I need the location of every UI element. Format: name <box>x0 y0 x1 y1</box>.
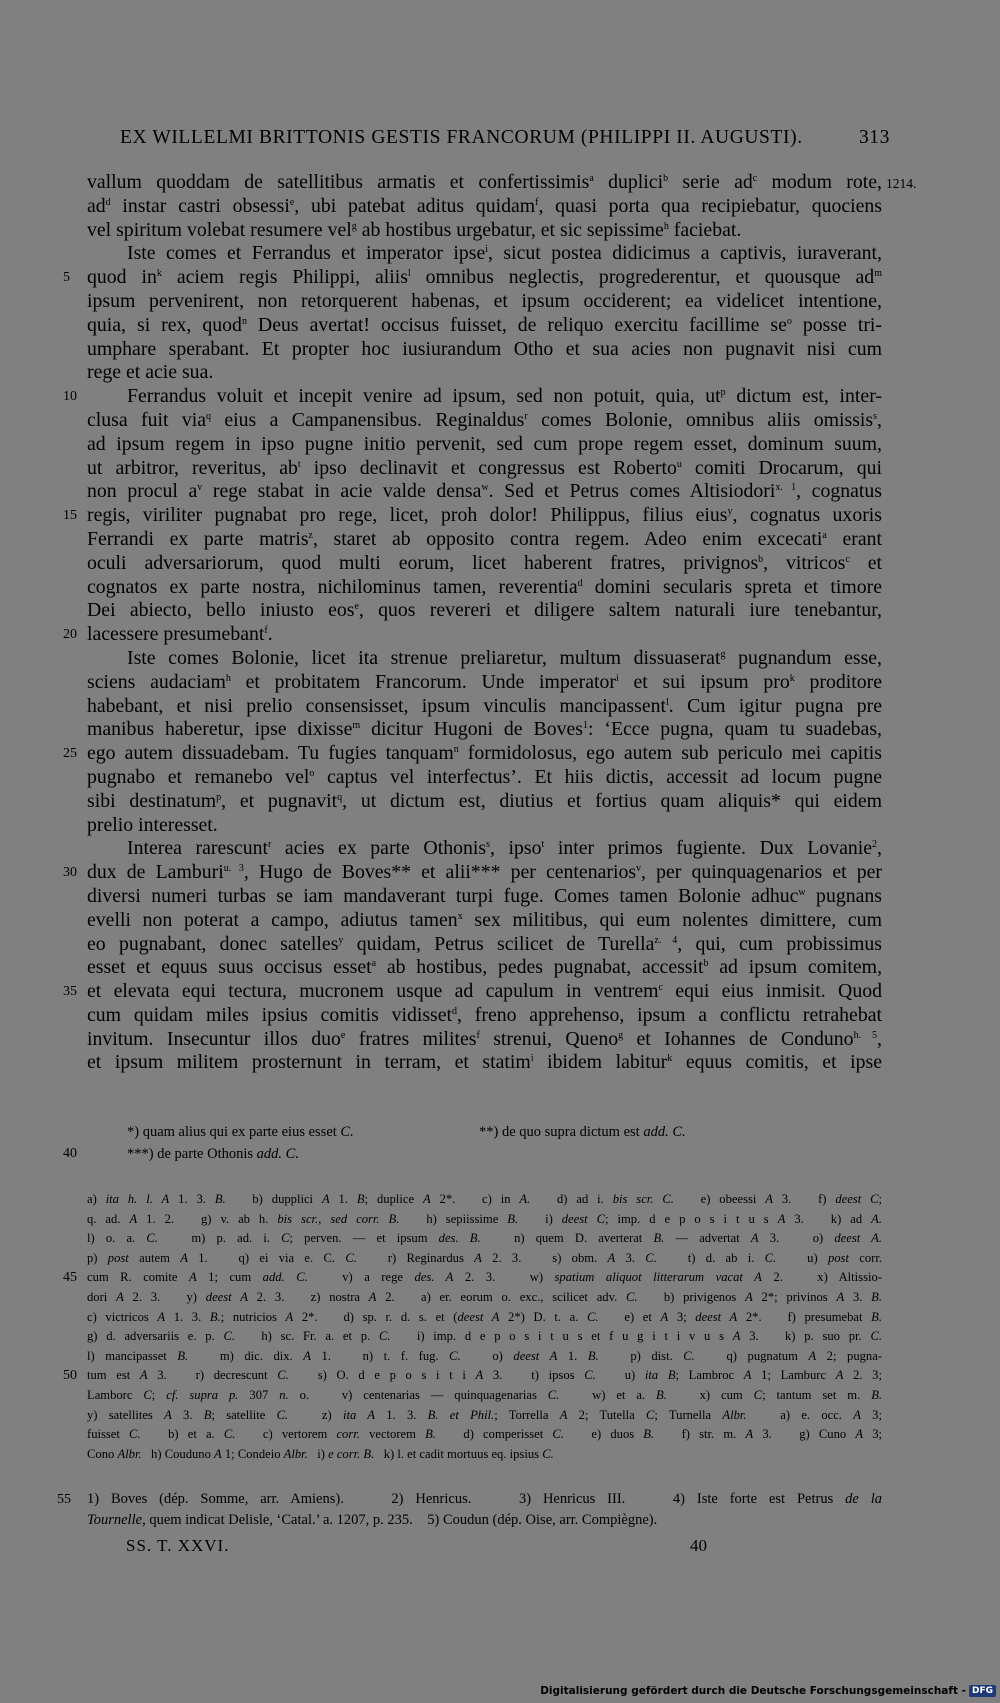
text-line <box>63 861 882 885</box>
credit-text: Digitalisierung gefördert durch die Deutsche Forschungsgemeinschaft - <box>540 1685 966 1697</box>
historical-note-line <box>57 1489 883 1510</box>
line-text: Iste comes Bolonie, licet ita strenue preliaretur, multum dissuaserat$^g$ pugnandum esse, <box>127 646 882 669</box>
note-text: q. ad. A 1. 2. g) v. ab h. bis scr., sed corr. B. h) sepiissime B. i) deest C; imp. d e p o s i t u s A 3. k) ad A. <box>87 1211 882 1226</box>
line-text: lacessere presumebant$^f$. <box>87 623 273 646</box>
line-number: 5 <box>63 270 70 286</box>
historical-note-line <box>87 1510 882 1531</box>
note-text: dori A 2. 3. y) deest A 2. 3. z) nostra A 2. a) er. eorum o. exc., scilicet adv. C. b) privigenos A 2*; privinos A 3. B. <box>87 1289 883 1304</box>
line-number: 10 <box>63 389 77 405</box>
line-text: vel spiritum volebat resumere vel$^g$ ab hostibus urgebatur, et sic sepissime$^h$ faciebat. <box>87 218 742 241</box>
note-text: g) d. adversariis e. p. C. h) sc. Fr. a. et p. C. i) imp. d e p o s i t u s et f u g i t i v u s A 3. k) p. suo pr. C. <box>87 1329 882 1344</box>
line-text: clusa fuit via$^q$ eius a Campanensibus. Reginaldus$^r$ comes Bolonie, omnibus aliis omissis$^s$, <box>87 408 882 431</box>
line-text: prelio interesset. <box>87 813 218 836</box>
asterisk-note: *) quam alius qui ex parte eius esset C. <box>127 1124 354 1140</box>
line-text: ipsum pervenirent, non retorquerent habenas, et ipsum occiderent; ea videlicet intentione, <box>87 289 882 312</box>
variant-note-line <box>87 1327 882 1347</box>
line-text: ad ipsum regem in ipso pugne initio pervenit, sed cum prope regem esset, dominum suum, <box>87 432 882 455</box>
variant-note-line <box>87 1288 882 1308</box>
text-line <box>63 504 882 528</box>
note-text: tum est A 3. r) decrescunt C. s) O. d e p o s i t i A 3. t) ipsos C. u) ita B; Lambroc A 1; Lamburc A 2. 3; <box>87 1368 882 1383</box>
text-line <box>87 409 882 433</box>
line-text: Dei abiecto, bello iniusto eos$^e$, quos revereri et diligere saltem naturali iure tenebantur, <box>87 599 882 622</box>
variant-note-line <box>87 1210 882 1230</box>
variant-note-line <box>87 1190 882 1210</box>
text-line <box>87 885 882 909</box>
text-line <box>87 933 882 957</box>
line-number: 55 <box>57 1492 71 1507</box>
text-line <box>87 599 882 623</box>
variant-note-line <box>87 1249 882 1269</box>
variant-note-line <box>63 1268 882 1288</box>
main-text <box>63 171 883 1075</box>
text-line <box>87 814 882 838</box>
line-text: manibus haberetur, ipse dixisse$^m$ dicitur Hugoni de Boves$^1$: ‘Ecce pugna, quam tu suadebas, <box>87 718 882 741</box>
line-text: regis, viriliter pugnabat pro rege, licet, proh dolor! Philippus, filius eius$^y$, cognatus uxoris <box>87 504 882 527</box>
line-text: Interea rarescunt$^r$ acies ex parte Othonis$^s$, ipso$^t$ inter primos fugiente. Dux Lovanie$^2$, <box>127 837 882 860</box>
variant-note-line <box>87 1386 882 1406</box>
margin-year: 1214. <box>886 176 917 191</box>
line-text: $ad^d$ instar castri obsessi$^e$, ubi patebat aditus quidam$^f$, quasi porta qua recipiebatur, quociens <box>87 194 883 217</box>
historical-notes <box>57 1489 883 1531</box>
variant-note-line <box>87 1308 882 1328</box>
text-line <box>87 219 882 243</box>
note-text: p) post autem A 1. q) ei via e. C. C. r) Reginardus A 2. 3. s) obm. A 3. C. t) d. ab i. C. u) post corr. <box>87 1250 882 1265</box>
variant-note-line <box>87 1425 882 1445</box>
text-line <box>63 385 882 409</box>
line-text: invitum. Insecuntur illos duo$^e$ fratres milites$^f$ strenui, Queno$^g$ et Iohannes de Conduno$^{h. 5}$, <box>87 1027 882 1050</box>
line-text: et elevata equi tectura, mucronem usque ad capulum in ventrem$^c$ equi eius inmisit. Quod <box>87 980 882 1003</box>
line-number: 50 <box>63 1368 77 1384</box>
text-line <box>87 647 882 671</box>
line-text: sciens audaciam$^h$ et probitatem Francorum. Unde imperator$^i$ et sui ipsum pro$^k$ proditore <box>87 670 882 693</box>
line-text: sibi destinatum$^p$, et pugnavit$^q$, ut dictum est, diutius et fortius quam aliquis* qui eidem <box>87 789 882 812</box>
line-text: et ipsum militem prosternunt in terram, et statim$^i$ ibidem labitur$^k$ equus comitis, et ipse <box>87 1051 882 1074</box>
text-line <box>63 266 882 290</box>
text-line <box>87 361 882 385</box>
note-text: 1) Boves (dép. Somme, arr. Amiens). 2) Henricus. 3) Henricus III. 4) Iste forte est Petrus de la <box>87 1491 883 1507</box>
running-title: EX WILLELMI BRITTONIS GESTIS FRANCORUM (PHILIPPI II. AUGUSTI). <box>120 127 803 148</box>
line-text: Ferrandi ex parte matris$^z$, staret ab opposito contra regem. Adeo enim excecati$^a$ erant <box>87 527 882 550</box>
line-text: quod $in^k$ aciem regis Philippi, aliis$^l$ omnibus neglectis, progrederentur, et quousque $ad^m$ <box>87 266 882 289</box>
text-line <box>87 457 882 481</box>
asterisk-note: **) de quo supra dictum est add. C. <box>479 1124 686 1140</box>
variant-notes <box>63 1190 883 1464</box>
text-line <box>87 909 882 933</box>
line-text: non procul $a^v$ rege stabat in acie valde densa$^w$. Sed et Petrus comes Altisiodori$^{x. 1}$, cognatus <box>87 480 882 503</box>
text-line <box>87 242 882 266</box>
asterisk-note: ***) de parte Othonis add. C. <box>127 1146 299 1162</box>
text-line <box>87 171 882 195</box>
line-text: habebant, et nisi prelio consensisset, ipsum vinculis mancipassent$^l$. Cum igitur pugna pre <box>87 694 882 717</box>
asterisk-note-row <box>63 1143 882 1165</box>
variant-note-line <box>87 1406 882 1426</box>
line-number: 45 <box>63 1270 77 1286</box>
line-number: 15 <box>63 508 77 524</box>
line-text: quia, si rex, quod$^n$ Deus avertat! occisus fuisset, de reliquo exercitu facillime $se^o$ posse tri- <box>87 313 882 336</box>
note-text: l) o. a. C. m) p. ad. i. C; perven. — et ipsum des. B. n) quem D. averterat B. — advertat A 3. o) deest A. <box>87 1231 882 1246</box>
line-text: ego autem dissuadebam. Tu fugies tanquam$^n$ formidolosus, ego autem sub periculo mei capitis <box>87 742 882 765</box>
text-line <box>87 956 882 980</box>
text-line <box>63 742 882 766</box>
text-line <box>87 290 882 314</box>
note-text: cum R. comite A 1; cum add. C. v) a rege des. A 2. 3. w) spatium aliquot litterarum vacat A 2. x) Altissio- <box>87 1270 882 1285</box>
text-line <box>87 1051 882 1075</box>
text-line <box>87 671 882 695</box>
text-line <box>63 623 882 647</box>
line-number: 30 <box>63 865 77 881</box>
text-line <box>87 552 882 576</box>
text-line <box>87 790 882 814</box>
text-line <box>87 766 882 790</box>
dfg-logo: DFG <box>969 1685 996 1697</box>
asterisk-note-row <box>87 1121 882 1143</box>
text-line <box>87 837 882 861</box>
signature-mark: SS. T. XXVI. <box>126 1536 230 1555</box>
page-number: 313 <box>858 127 890 148</box>
line-text: rege et acie sua. <box>87 361 214 384</box>
text-line <box>87 338 882 362</box>
line-text: vallum quoddam de satellitibus armatis et confertissimis$^a$ duplici$^b$ serie $ad^c$ modum rote, <box>87 171 882 193</box>
text-line <box>87 1028 882 1052</box>
line-text: dux de Lamburi$^{u. 3}$, Hugo de Boves** et alii*** per centenarios$^v$, per quinquagenarios et per <box>87 861 882 884</box>
running-header <box>120 127 890 155</box>
text-line <box>87 433 882 457</box>
line-text: esset et equus suus occisus esset$^a$ ab hostibus, pedes pugnabat, accessit$^b$ ad ipsum comitem, <box>87 956 883 979</box>
text-line <box>87 195 882 219</box>
note-text: y) satellites A 3. B; satellite C. z) ita A 1. 3. B. et Phil.; Torrella A 2; Tutella C; Turnella Albr. a) e. occ. A 3; <box>87 1407 882 1422</box>
note-text: Cono Albr. h) Couduno A 1; Condeio Albr. i) e corr. B. k) l. et cadit mortuus eq. ipsius C. <box>87 1446 554 1461</box>
sheet-number: 40 <box>690 1536 707 1555</box>
line-text: cum quidam miles ipsius comitis vidisset$^d$, freno apprehenso, ipsum a conflictu retrahebat <box>87 1003 882 1026</box>
note-text: Lamborc C; cf. supra p. 307 n. o. v) centenarias — quinquagenarias C. w) et a. B. x) cum C; tantum set m. B. <box>87 1387 883 1402</box>
line-text: cognatos ex parte nostra, nichilominus tamen, reverentia$^d$ domini secularis spreta et timore <box>87 575 882 598</box>
line-text: evelli non poterat a campo, adiutus tamen$^x$ sex militibus, qui eum nolentes dimittere, cum <box>87 908 882 931</box>
note-text: c) victricos A 1. 3. B.; nutricios A 2*. d) sp. r. d. s. et (deest A 2*) D. t. a. C. e) et A 3; deest A 2*. f) presumebat B. <box>87 1309 882 1324</box>
line-text: Iste comes et Ferrandus et imperator ipse$^i$, sicut postea didicimus a captivis, iuraverant, <box>127 242 882 265</box>
line-text: eo pugnabant, donec satelles$^y$ quidam, Petrus scilicet de Turella$^{z. 4}$, qui, cum probissimus <box>87 932 882 955</box>
digitization-credit <box>540 1685 996 1697</box>
line-number: 20 <box>63 627 77 643</box>
note-text: Tournelle, quem indicat Delisle, ‘Catal.’ a. 1207, p. 235. 5) Coudun (dép. Oise, arr. Compiègne). <box>87 1512 658 1528</box>
text-line <box>87 1004 882 1028</box>
note-text: a) ita h. l. A 1. 3. B. b) dupplici A 1. B; duplice A 2*. c) in A. d) ad i. bis scr. C. e) obeessi A 3. f) deest C; <box>87 1192 882 1206</box>
text-line <box>87 314 882 338</box>
variant-note-line <box>63 1366 882 1386</box>
text-line <box>87 528 882 552</box>
variant-note-line <box>87 1445 882 1465</box>
note-text: fuisset C. b) et a. C. c) vertorem corr. vectorem B. d) comperisset C. e) duos B. f) str. m. A 3. g) Cuno A 3; <box>87 1427 882 1442</box>
line-text: umphare sperabant. Et propter hoc iusiurandum Otho et sua acies non pugnavit nisi cum <box>87 337 882 360</box>
line-text: Ferrandus voluit et incepit venire ad ipsum, sed non potuit, quia, $ut^p$ dictum est, inter- <box>127 385 882 408</box>
text-line <box>87 480 882 504</box>
line-number: 35 <box>63 984 77 1000</box>
variant-note-line <box>87 1229 882 1249</box>
line-text: diversi numeri turbas se iam mandaverant turpi fuge. Comes tamen Bolonie adhuc$^w$ pugnans <box>87 884 882 907</box>
text-line <box>87 576 882 600</box>
line-number: 25 <box>63 746 77 762</box>
note-text: l) mancipasset B. m) dic. dix. A 1. n) t. f. fug. C. o) deest A 1. B. p) dist. C. q) pugnatum A 2; pugna- <box>87 1348 882 1363</box>
text-line <box>63 980 882 1004</box>
line-text: pugnabo et remanebo vel$^o$ captus vel interfectus’. Et hiis dictis, accessit ad locum pugne <box>87 765 883 788</box>
line-text: ut arbitror, reveritus, $ab^t$ ipso declinavit et congressus est Roberto$^u$ comiti Drocarum, qui <box>87 456 883 479</box>
variant-note-line <box>87 1347 882 1367</box>
text-line <box>87 718 882 742</box>
line-text: oculi adversariorum, quod multi eorum, licet haberent fratres, privignos$^b$, vitricos$^c$ et <box>87 551 882 574</box>
text-line <box>87 695 882 719</box>
line-number: 40 <box>63 1146 77 1161</box>
asterisk-notes <box>63 1121 882 1165</box>
